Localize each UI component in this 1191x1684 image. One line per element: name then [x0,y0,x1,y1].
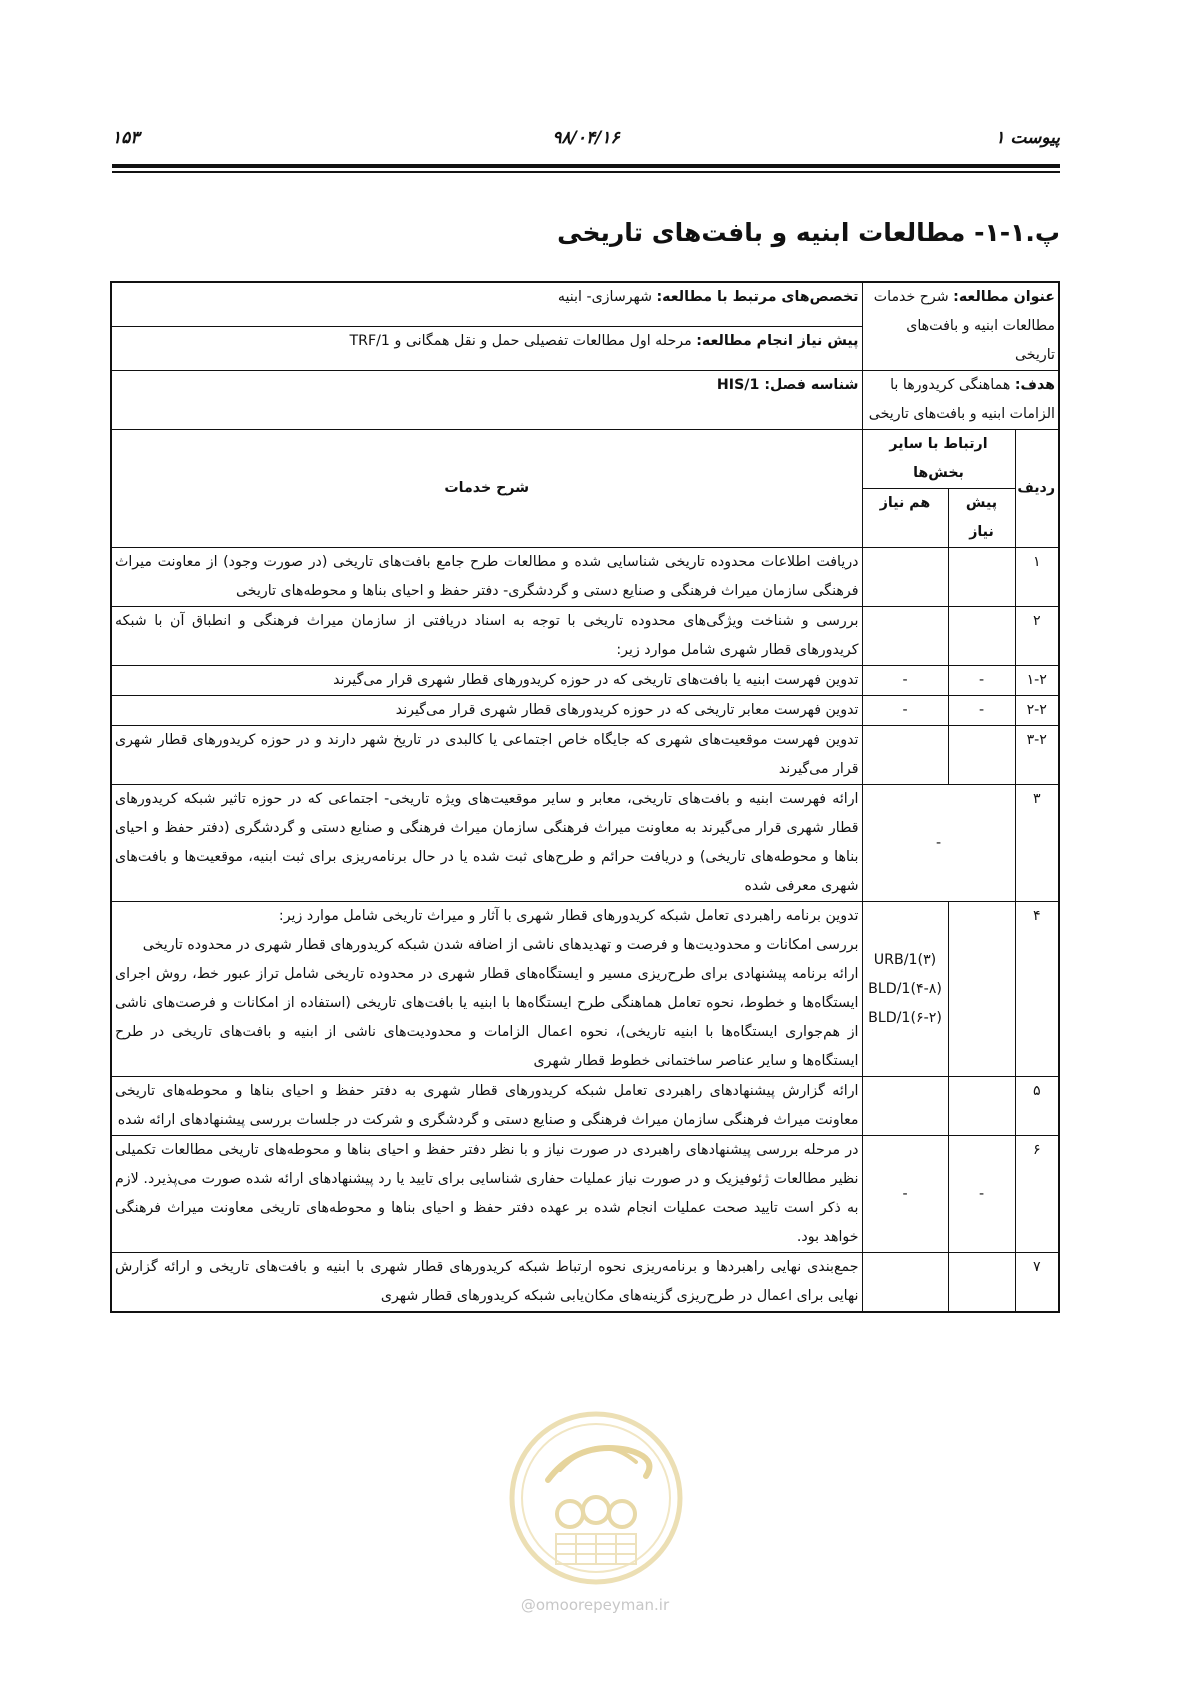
row-prereq [948,607,1015,666]
row-description-line: ارائه برنامه پیشنهادی برای طرح‌ریزی مسیر و ایستگاه‌های قطار شهری در محدوده تاریخی شامل تراز عبور خط، روش اجرای ایستگاه‌ها و خطوط، نحوه تعامل هماهنگی طرح ایستگاه‌ها با ابنیه یا بافت‌های تاریخی (استفاده از امکانات و فرصت‌های ناشی از هم‌جواری ایستگاه‌ها با ابنیه تاریخی)، نحوه اعمال الزامات و محدودیت‌های ناشی از ابنیه و بافت‌های تاریخی در طرح ایستگاه‌ها و سایر عناصر ساختمانی خطوط قطار شهری [115,966,859,1069]
goal-label: هدف: [1014,377,1055,393]
row-number: ۳-۲ [1015,726,1059,785]
table-row [111,1077,1059,1136]
table-row [111,726,1059,785]
row-coreq [862,902,948,1077]
row-description: در مرحله بررسی پیشنهادهای راهبردی در صورت نیاز و با نظر دفتر حفظ و احیای بناها و محوطه‌های تاریخی مطالعات تکمیلی نظیر مطالعات ژئوفیزیک و در صورت نیاز عملیات حفاری شناسایی برای تایید یا رد پیشنهادهای ارائه شده صورت می‌پذیرد. لازم به ذکر است تایید صحت عملیات انجام شده بر عهده دفتر حفظ و احیای بناها و محوطه‌های تاریخی معاونت میراث فرهنگی خواهد بود. [111,1136,862,1253]
specialties-label: تخصص‌های مرتبط با مطالعه: [656,289,859,305]
col-header-prereq: پیش نیاز [948,489,1015,548]
goal-cell [862,371,1059,430]
row-prereq [948,1253,1015,1313]
goal-value: هماهنگی کریدورها با [890,377,1015,393]
row-coreq [862,548,948,607]
row-coreq [862,1253,948,1313]
page-number: ۱۵۳ [112,128,140,148]
study-title-cell [862,282,1059,371]
row-prereq [948,726,1015,785]
study-title-value-2: مطالعات ابنیه و بافت‌های تاریخی [906,318,1055,363]
row-prereq: - [948,666,1015,696]
coreq-item: URB/1(۳) [873,951,937,968]
row-prereq [948,902,1015,1077]
row-coreq [862,1077,948,1136]
table-row [111,902,1059,1077]
goal-value-2: الزامات ابنیه و بافت‌های تاریخی [868,406,1055,422]
prereq-study-value: مرحله اول مطالعات تفصیلی حمل و نقل همگانی و TRF/1 [349,333,697,350]
table-row [111,548,1059,607]
row-coreq: - [862,696,948,726]
row-prereq [948,548,1015,607]
row-description: جمع‌بندی نهایی راهبردها و برنامه‌ریزی نحوه ارتباط شبکه کریدورهای قطار شهری با ابنیه و بافت‌های تاریخی و ارائه گزارش نهایی برای اعمال در طرح‌ریزی گزینه‌های مکان‌یابی شبکه کریدورهای قطار شهری [111,1253,862,1313]
row-number: ۴ [1015,902,1059,1077]
section-title: پ.۱-۱- مطالعات ابنیه و بافت‌های تاریخی [557,218,1060,247]
watermark-logo [508,1410,684,1586]
table-row [111,666,1059,696]
watermark-text: @omoorepeyman.ir [520,1596,670,1614]
col-header-coreq: هم نیاز [862,489,948,548]
row-coreq: - [862,666,948,696]
row-description: ارائه فهرست ابنیه و بافت‌های تاریخی، معابر و سایر موقعیت‌های ویژه تاریخی- اجتماعی که در حوزه تاثیر شبکه کریدورهای قطار شهری قرار می‌گیرند به معاونت میراث فرهنگی سازمان میراث فرهنگی و صنایع دستی و گردشگری (دفتر حفظ و احیای بناها و محوطه‌های تاریخی) و دریافت حرائم و طرح‌های ثبت شده یا در حال برنامه‌ریزی برای ثبت ابنیه، موقعیت‌ها و بافت‌های شهری معرفی شده [111,785,862,902]
row-number: ۲-۲ [1015,696,1059,726]
table-row [111,607,1059,666]
table-row [111,785,1059,902]
row-number: ۵ [1015,1077,1059,1136]
row-number: ۱ [1015,548,1059,607]
table-row [111,1253,1059,1313]
col-header-row: ردیف [1015,430,1059,548]
table-row [111,696,1059,726]
row-number: ۲ [1015,607,1059,666]
row-description: ارائه گزارش پیشنهادهای راهبردی تعامل شبکه کریدورهای قطار شهری به دفتر حفظ و احیای بناها و محوطه‌های تاریخی معاونت میراث فرهنگی سازمان میراث فرهنگی و صنایع دستی و گردشگری و شرکت در جلسات بررسی پیشنهادهای ارائه شده [111,1077,862,1136]
coreq-item: BLD/1(۴-۸) [868,980,942,997]
row-description-line: بررسی امکانات و محدودیت‌ها و فرصت و تهدیدهای ناشی از اضافه شدن شبکه کریدورهای قطار شهری در محدوده تاریخی [142,937,859,953]
row-number: ۱-۲ [1015,666,1059,696]
study-title-label: عنوان مطالعه: [953,289,1055,305]
row-number: ۳ [1015,785,1059,902]
row-description: دریافت اطلاعات محدوده تاریخی شناسایی شده و مطالعات طرح جامع بافت‌های تاریخی (در صورت وجود) از معاونت میراث فرهنگی سازمان میراث فرهنگی و صنایع دستی و گردشگری- دفتر حفظ و احیای بناها و محوطه‌های تاریخی [111,548,862,607]
services-table [110,281,1060,1313]
specialties-value: شهرسازی- ابنیه [557,289,657,305]
row-prereq: - [948,1136,1015,1253]
header-rule-thin [112,171,1060,173]
row-number: ۷ [1015,1253,1059,1313]
row-description: تدوین فهرست معابر تاریخی که در حوزه کریدورهای قطار شهری قرار می‌گیرند [111,696,862,726]
prereq-study-label: پیش نیاز انجام مطالعه: [696,333,859,350]
specialties-cell [111,282,862,327]
row-coreq: - [862,1136,948,1253]
chapter-id-value: HIS/1 [716,377,765,393]
row-description: تدوین فهرست ابنیه یا بافت‌های تاریخی که در حوزه کریدورهای قطار شهری قرار می‌گیرند [111,666,862,696]
col-header-relation: ارتباط با سایر بخش‌ها [862,430,1015,489]
row-coreq [862,726,948,785]
chapter-id-cell [111,371,862,430]
row-description: تدوین فهرست موقعیت‌های شهری که جایگاه خاص اجتماعی یا کالبدی در تاریخ شهر دارند و در حوزه کریدورهای قطار شهری قرار می‌گیرند [111,726,862,785]
coreq-item: BLD/1(۶-۲) [868,1009,942,1026]
row-description: بررسی و شناخت ویژگی‌های محدوده تاریخی با توجه به اسناد دریافتی از سازمان میراث فرهنگی و انطباق آن با شبکه کریدورهای قطار شهری شامل موارد زیر: [111,607,862,666]
header-rule-thick [112,164,1060,168]
table-row [111,1136,1059,1253]
row-description-line: تدوین برنامه راهبردی تعامل شبکه کریدورهای قطار شهری با آثار و میراث تاریخی شامل موارد زیر: [278,908,859,924]
row-number: ۶ [1015,1136,1059,1253]
row-prereq [948,1077,1015,1136]
row-coreq [862,607,948,666]
row-description [111,902,862,1077]
col-header-description: شرح خدمات [111,430,862,548]
row-prereq: - [948,696,1015,726]
prereq-study-cell [111,327,862,371]
study-title-value: شرح خدمات [873,289,954,305]
header-date: ۹۸/۰۴/۱۶ [552,128,620,148]
appendix-label: پیوست ۱ [995,128,1060,148]
row-relation-merged: - [862,785,1015,902]
chapter-id-label: شناسه فصل: [764,377,859,393]
